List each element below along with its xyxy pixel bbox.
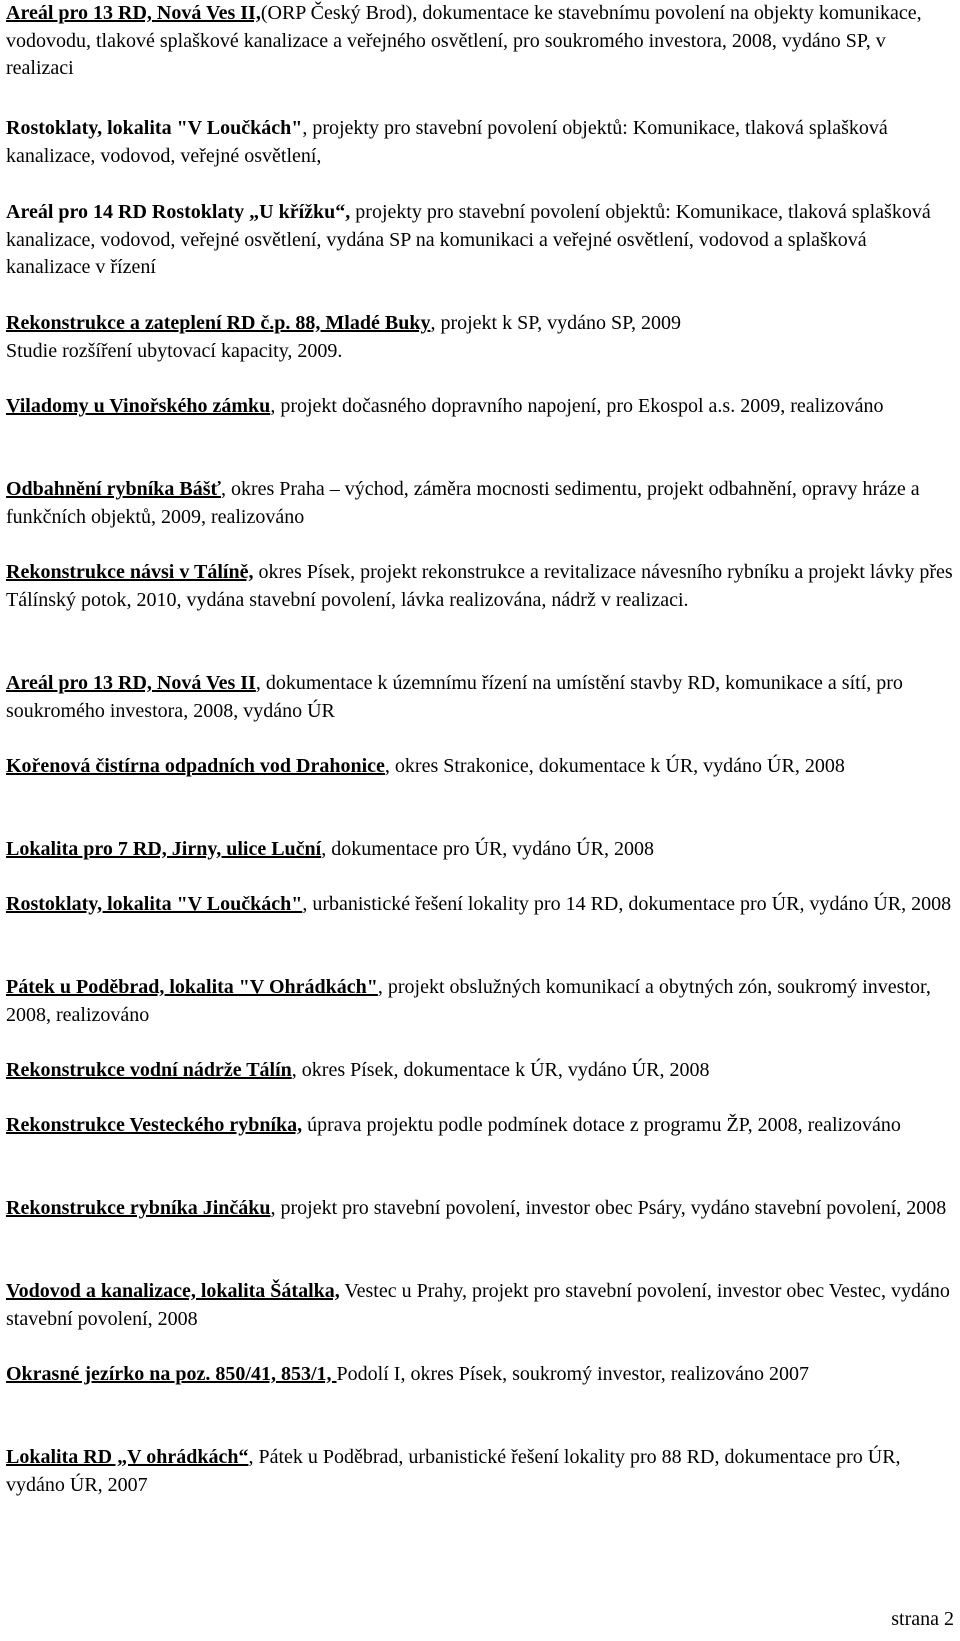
project-description: , urbanistické řešení lokality pro 14 RD, dokumentace pro ÚR, vydáno ÚR, 2008 — [302, 893, 952, 915]
project-entry-3 — [6, 199, 954, 282]
project-entry-12 — [6, 974, 954, 1029]
project-description: , okres Strakonice, dokumentace k ÚR, vydáno ÚR, 2008 — [384, 755, 845, 777]
project-title: Rostoklaty, lokalita "V Loučkách" — [6, 117, 303, 139]
project-entry-11 — [6, 891, 954, 919]
project-entry-8 — [6, 670, 954, 725]
project-description: , okres Praha – východ, záměra mocnosti sedimentu, projekt odbahnění, opravy hráze a funkčních objektů, 2009, realizováno — [6, 478, 920, 528]
project-description: , dokumentace k územnímu řízení na umístění stavby RD, komunikace a sítí, pro soukromého investora, 2008, vydáno ÚR — [6, 672, 903, 722]
project-entry-10 — [6, 836, 954, 864]
project-description: , dokumentace pro ÚR, vydáno ÚR, 2008 — [321, 838, 654, 860]
project-description: , projekt obslužných komunikací a obytných zón, soukromý investor, 2008, realizováno — [6, 976, 931, 1026]
project-title: Odbahnění rybníka Bášť — [6, 478, 221, 500]
project-line-1 — [6, 310, 954, 338]
project-title: Rekonstrukce vodní nádrže Tálín — [6, 1059, 292, 1081]
project-entry-7 — [6, 559, 954, 614]
project-entry-16 — [6, 1278, 954, 1333]
project-entry-17 — [6, 1361, 954, 1389]
project-line-2: Studie rozšíření ubytovací kapacity, 2009. — [6, 339, 343, 362]
project-title: Viladomy u Vinořského zámku — [6, 395, 271, 417]
project-entry-14 — [6, 1112, 954, 1140]
project-title: Kořenová čistírna odpadních vod Drahonice — [6, 755, 385, 777]
project-title: Rekonstrukce Vesteckého rybníka, — [6, 1114, 303, 1136]
project-description: , projekty pro stavební povolení objektů: Komunikace, tlaková splašková kanalizace, vodovod, veřejné osvětlení, — [6, 117, 888, 167]
project-entry-4 — [6, 310, 954, 365]
project-description: , Pátek u Poděbrad, urbanistické řešení lokality pro 88 RD, dokumentace pro ÚR, vydáno ÚR, 2007 — [6, 1446, 901, 1496]
project-description: , projekt pro stavební povolení, investor obec Psáry, vydáno stavební povolení, 2008 — [270, 1197, 947, 1219]
project-entry-1 — [6, 0, 954, 83]
project-title: Okrasné jezírko na poz. 850/41, 853/1, — [6, 1363, 337, 1385]
project-entry-2 — [6, 115, 954, 170]
project-title: Rekonstrukce a zateplení RD č.p. 88, Mladé Buky — [6, 312, 431, 334]
project-title: Areál pro 13 RD, Nová Ves II — [6, 672, 256, 694]
project-entry-15 — [6, 1195, 954, 1223]
project-title: Vodovod a kanalizace, lokalita Šátalka, — [6, 1280, 340, 1302]
project-description: Vestec u Prahy, projekt pro stavební povolení, investor obec Vestec, vydáno stavební povolení, 2008 — [6, 1280, 950, 1330]
page-number: strana 2 — [891, 1608, 954, 1630]
project-description: úprava projektu podle podmínek dotace z programu ŽP, 2008, realizováno — [302, 1114, 901, 1136]
project-title: Rekonstrukce návsi v Tálíně, — [6, 561, 254, 583]
project-entry-13 — [6, 1057, 954, 1085]
project-title: Rostoklaty, lokalita "V Loučkách" — [6, 893, 303, 915]
project-title: Areál pro 14 RD Rostoklaty „U křížku“, — [6, 201, 351, 223]
project-description: projekty pro stavební povolení objektů: Komunikace, tlaková splašková kanalizace, vodovod, veřejné osvětlení, vydána SP na komunikaci a veřejné osvětlení, vodovod a splašková kanalizace v řízení — [6, 201, 931, 278]
project-description: (ORP Český Brod), dokumentace ke stavebnímu povolení na objekty komunikace, vodovodu, tlakové splaškové kanalizace a veřejného osvětlení, pro soukromého investora, 2008, vydáno SP, v realizaci — [6, 2, 922, 79]
project-description: , projekt k SP, vydáno SP, 2009 — [430, 312, 682, 334]
project-entry-18 — [6, 1444, 954, 1499]
project-title: Lokalita RD „V ohrádkách“ — [6, 1446, 249, 1468]
project-title: Areál pro 13 RD, Nová Ves II, — [6, 2, 261, 24]
project-title: Lokalita pro 7 RD, Jirny, ulice Luční — [6, 838, 322, 860]
project-title: Pátek u Poděbrad, lokalita "V Ohrádkách" — [6, 976, 378, 998]
project-description: , projekt dočasného dopravního napojení, pro Ekospol a.s. 2009, realizováno — [270, 395, 884, 417]
project-entry-9 — [6, 753, 954, 781]
project-description: okres Písek, projekt rekonstrukce a revitalizace návesního rybníku a projekt lávky přes Tálínský potok, 2010, vydána stavební povolení, lávka realizována, nádrž v realizaci. — [6, 561, 953, 611]
project-description: , okres Písek, dokumentace k ÚR, vydáno ÚR, 2008 — [291, 1059, 710, 1081]
project-description: Podolí I, okres Písek, soukromý investor, realizováno 2007 — [336, 1363, 810, 1385]
project-title: Rekonstrukce rybníka Jinčáku — [6, 1197, 271, 1219]
project-entry-6 — [6, 476, 954, 531]
project-entry-5 — [6, 393, 954, 421]
